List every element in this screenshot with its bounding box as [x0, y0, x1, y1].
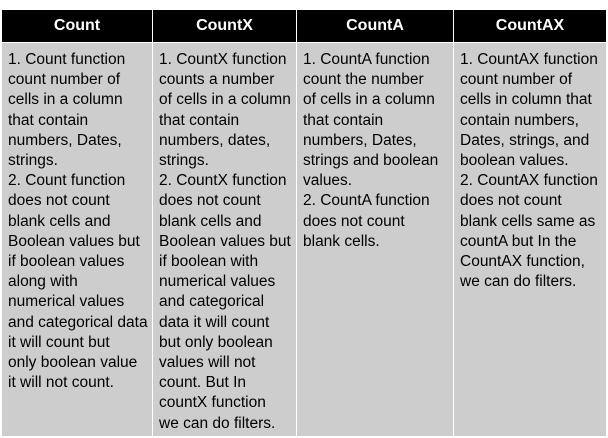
content-row: [2, 43, 607, 437]
header-countx: CountX: [153, 10, 297, 43]
cell-countax-description: 1. CountAX function count number of cells in column that contain numbers, Dates, strings, and boolean values. 2. CountAX function does not count blank cells same as countA but In the CountAX function, we can do filters.: [454, 43, 607, 437]
header-row: [2, 10, 607, 43]
comparison-table: [1, 9, 607, 437]
header-count: Count: [2, 10, 153, 43]
cell-counta-description: 1. CountA function count the number of cells in a column that contain numbers, Dates, strings and boolean values. 2. CountA function does not count blank cells.: [297, 43, 454, 437]
header-countax: CountAX: [454, 10, 607, 43]
header-counta: CountA: [297, 10, 454, 43]
cell-countx-description: 1. CountX function counts a number of cells in a column that contain numbers, dates, strings. 2. CountX function does not count blank cells and Boolean values but if boolean with numerical values and categorical data it will count but only boolean values will not count. But In countX function we can do filters.: [153, 43, 297, 437]
cell-count-description: 1. Count function count number of cells in a column that contain numbers, Dates, strings. 2. Count function does not count blank cells and Boolean values but if boolean values along with numerical values and categorical data it will count but only boolean value it will not count.: [2, 43, 153, 437]
